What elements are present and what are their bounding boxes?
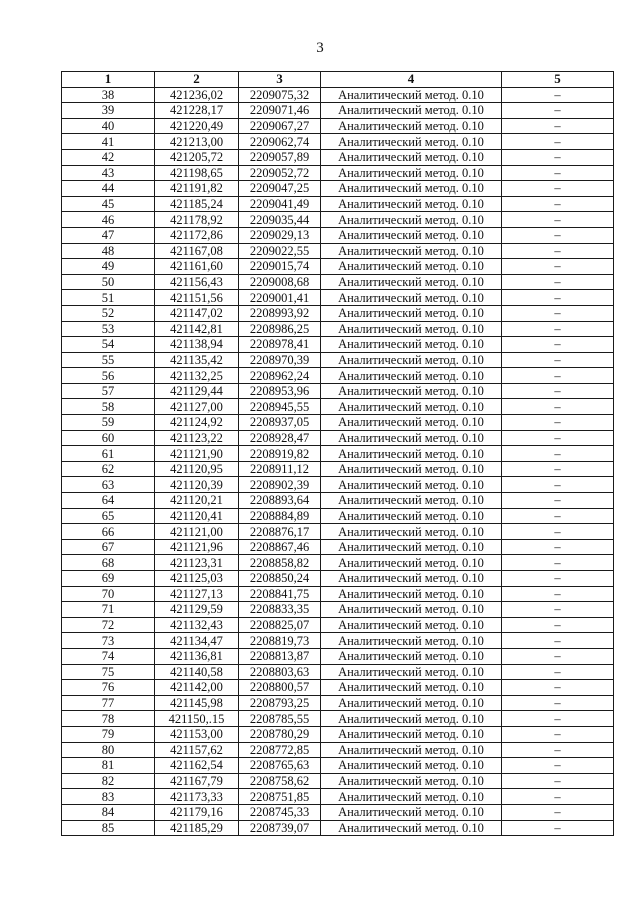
cell-y: 2208739,07 xyxy=(239,820,321,836)
table-row xyxy=(62,368,614,384)
cell-point-number: 47 xyxy=(62,227,155,243)
cell-x: 421142,81 xyxy=(155,321,239,337)
table-row xyxy=(62,321,614,337)
cell-method: Аналитический метод. 0.10 xyxy=(321,633,502,649)
table-row xyxy=(62,477,614,493)
cell-description: – xyxy=(502,415,614,431)
cell-point-number: 73 xyxy=(62,633,155,649)
cell-description: – xyxy=(502,493,614,509)
cell-y: 2208993,92 xyxy=(239,305,321,321)
cell-method: Аналитический метод. 0.10 xyxy=(321,274,502,290)
cell-x: 421136,81 xyxy=(155,648,239,664)
cell-y: 2208902,39 xyxy=(239,477,321,493)
cell-point-number: 80 xyxy=(62,742,155,758)
cell-description: – xyxy=(502,383,614,399)
table-row xyxy=(62,539,614,555)
table-row xyxy=(62,383,614,399)
table-row xyxy=(62,352,614,368)
cell-x: 421236,02 xyxy=(155,87,239,103)
cell-point-number: 41 xyxy=(62,134,155,150)
cell-y: 2208945,55 xyxy=(239,399,321,415)
table-row xyxy=(62,742,614,758)
cell-y: 2208867,46 xyxy=(239,539,321,555)
cell-point-number: 55 xyxy=(62,352,155,368)
table-row xyxy=(62,399,614,415)
cell-x: 421167,08 xyxy=(155,243,239,259)
cell-description: – xyxy=(502,243,614,259)
cell-method: Аналитический метод. 0.10 xyxy=(321,352,502,368)
cell-x: 421120,95 xyxy=(155,461,239,477)
table-row xyxy=(62,820,614,836)
cell-description: – xyxy=(502,368,614,384)
cell-y: 2208825,07 xyxy=(239,617,321,633)
cell-point-number: 70 xyxy=(62,586,155,602)
table-row xyxy=(62,337,614,353)
header-row xyxy=(62,72,614,88)
cell-point-number: 71 xyxy=(62,602,155,618)
cell-y: 2208970,39 xyxy=(239,352,321,368)
table-row xyxy=(62,586,614,602)
header-cell-x: 2 xyxy=(155,72,239,88)
cell-description: – xyxy=(502,227,614,243)
cell-point-number: 85 xyxy=(62,820,155,836)
cell-x: 421167,79 xyxy=(155,773,239,789)
cell-description: – xyxy=(502,804,614,820)
cell-method: Аналитический метод. 0.10 xyxy=(321,259,502,275)
cell-y: 2208765,63 xyxy=(239,758,321,774)
cell-method: Аналитический метод. 0.10 xyxy=(321,149,502,165)
cell-point-number: 45 xyxy=(62,196,155,212)
cell-y: 2209052,72 xyxy=(239,165,321,181)
header-cell-y: 3 xyxy=(239,72,321,88)
table-row xyxy=(62,789,614,805)
cell-y: 2208793,25 xyxy=(239,695,321,711)
cell-x: 421132,25 xyxy=(155,368,239,384)
cell-y: 2208785,55 xyxy=(239,711,321,727)
cell-description: – xyxy=(502,633,614,649)
cell-point-number: 44 xyxy=(62,181,155,197)
table-row xyxy=(62,274,614,290)
cell-y: 2208833,35 xyxy=(239,602,321,618)
cell-x: 421147,02 xyxy=(155,305,239,321)
cell-method: Аналитический метод. 0.10 xyxy=(321,726,502,742)
cell-point-number: 58 xyxy=(62,399,155,415)
cell-method: Аналитический метод. 0.10 xyxy=(321,118,502,134)
cell-y: 2209022,55 xyxy=(239,243,321,259)
cell-method: Аналитический метод. 0.10 xyxy=(321,134,502,150)
cell-point-number: 48 xyxy=(62,243,155,259)
table-row xyxy=(62,196,614,212)
cell-y: 2209057,89 xyxy=(239,149,321,165)
cell-description: – xyxy=(502,430,614,446)
cell-x: 421129,44 xyxy=(155,383,239,399)
cell-description: – xyxy=(502,820,614,836)
cell-y: 2209067,27 xyxy=(239,118,321,134)
cell-x: 421178,92 xyxy=(155,212,239,228)
cell-description: – xyxy=(502,321,614,337)
table-row xyxy=(62,305,614,321)
cell-method: Аналитический метод. 0.10 xyxy=(321,165,502,181)
cell-description: – xyxy=(502,352,614,368)
cell-point-number: 63 xyxy=(62,477,155,493)
cell-y: 2208893,64 xyxy=(239,493,321,509)
cell-y: 2208937,05 xyxy=(239,415,321,431)
cell-method: Аналитический метод. 0.10 xyxy=(321,711,502,727)
cell-description: – xyxy=(502,118,614,134)
cell-x: 421156,43 xyxy=(155,274,239,290)
cell-description: – xyxy=(502,555,614,571)
cell-point-number: 82 xyxy=(62,773,155,789)
cell-x: 421123,22 xyxy=(155,430,239,446)
cell-method: Аналитический метод. 0.10 xyxy=(321,227,502,243)
table-row xyxy=(62,680,614,696)
cell-description: – xyxy=(502,103,614,119)
cell-point-number: 65 xyxy=(62,508,155,524)
cell-x: 421198,65 xyxy=(155,165,239,181)
cell-method: Аналитический метод. 0.10 xyxy=(321,648,502,664)
cell-description: – xyxy=(502,212,614,228)
table-row xyxy=(62,617,614,633)
cell-point-number: 62 xyxy=(62,461,155,477)
cell-description: – xyxy=(502,695,614,711)
table-row xyxy=(62,446,614,462)
table-row xyxy=(62,711,614,727)
header-cell-point-number: 1 xyxy=(62,72,155,88)
cell-x: 421205,72 xyxy=(155,149,239,165)
cell-method: Аналитический метод. 0.10 xyxy=(321,586,502,602)
table-row xyxy=(62,758,614,774)
cell-y: 2208962,24 xyxy=(239,368,321,384)
cell-point-number: 78 xyxy=(62,711,155,727)
cell-x: 421120,21 xyxy=(155,493,239,509)
page-number: 3 xyxy=(316,40,324,56)
cell-y: 2208858,82 xyxy=(239,555,321,571)
cell-description: – xyxy=(502,789,614,805)
cell-y: 2209029,13 xyxy=(239,227,321,243)
cell-method: Аналитический метод. 0.10 xyxy=(321,773,502,789)
table-row xyxy=(62,571,614,587)
cell-y: 2208876,17 xyxy=(239,524,321,540)
cell-point-number: 49 xyxy=(62,259,155,275)
table-row xyxy=(62,415,614,431)
cell-method: Аналитический метод. 0.10 xyxy=(321,524,502,540)
cell-method: Аналитический метод. 0.10 xyxy=(321,181,502,197)
cell-x: 421162,54 xyxy=(155,758,239,774)
cell-x: 421157,62 xyxy=(155,742,239,758)
table-row xyxy=(62,664,614,680)
table-row xyxy=(62,149,614,165)
cell-point-number: 81 xyxy=(62,758,155,774)
cell-point-number: 56 xyxy=(62,368,155,384)
cell-x: 421129,59 xyxy=(155,602,239,618)
table-row xyxy=(62,290,614,306)
cell-x: 421140,58 xyxy=(155,664,239,680)
cell-description: – xyxy=(502,680,614,696)
cell-y: 2208803,63 xyxy=(239,664,321,680)
table-row xyxy=(62,87,614,103)
cell-point-number: 77 xyxy=(62,695,155,711)
cell-y: 2208751,85 xyxy=(239,789,321,805)
cell-point-number: 43 xyxy=(62,165,155,181)
cell-method: Аналитический метод. 0.10 xyxy=(321,820,502,836)
cell-y: 2209035,44 xyxy=(239,212,321,228)
table-row xyxy=(62,212,614,228)
cell-point-number: 60 xyxy=(62,430,155,446)
cell-x: 421191,82 xyxy=(155,181,239,197)
table-row xyxy=(62,524,614,540)
table-row xyxy=(62,227,614,243)
table-row xyxy=(62,555,614,571)
table-row xyxy=(62,602,614,618)
cell-y: 2208745,33 xyxy=(239,804,321,820)
cell-method: Аналитический метод. 0.10 xyxy=(321,539,502,555)
table-row xyxy=(62,633,614,649)
cell-description: – xyxy=(502,617,614,633)
cell-method: Аналитический метод. 0.10 xyxy=(321,446,502,462)
cell-x: 421228,17 xyxy=(155,103,239,119)
table-row xyxy=(62,103,614,119)
cell-point-number: 61 xyxy=(62,446,155,462)
cell-method: Аналитический метод. 0.10 xyxy=(321,571,502,587)
cell-x: 421142,00 xyxy=(155,680,239,696)
cell-method: Аналитический метод. 0.10 xyxy=(321,617,502,633)
cell-description: – xyxy=(502,87,614,103)
cell-y: 2208800,57 xyxy=(239,680,321,696)
table-header xyxy=(62,72,614,88)
table-row xyxy=(62,118,614,134)
cell-x: 421173,33 xyxy=(155,789,239,805)
cell-point-number: 64 xyxy=(62,493,155,509)
cell-x: 421124,92 xyxy=(155,415,239,431)
cell-method: Аналитический метод. 0.10 xyxy=(321,415,502,431)
cell-method: Аналитический метод. 0.10 xyxy=(321,680,502,696)
cell-method: Аналитический метод. 0.10 xyxy=(321,602,502,618)
cell-description: – xyxy=(502,664,614,680)
cell-point-number: 66 xyxy=(62,524,155,540)
cell-y: 2209047,25 xyxy=(239,181,321,197)
cell-description: – xyxy=(502,571,614,587)
cell-point-number: 39 xyxy=(62,103,155,119)
cell-method: Аналитический метод. 0.10 xyxy=(321,290,502,306)
cell-method: Аналитический метод. 0.10 xyxy=(321,196,502,212)
cell-method: Аналитический метод. 0.10 xyxy=(321,477,502,493)
cell-y: 2209015,74 xyxy=(239,259,321,275)
cell-y: 2208928,47 xyxy=(239,430,321,446)
table-body xyxy=(62,87,614,836)
table-row xyxy=(62,165,614,181)
cell-x: 421120,39 xyxy=(155,477,239,493)
cell-x: 421125,03 xyxy=(155,571,239,587)
cell-description: – xyxy=(502,461,614,477)
cell-method: Аналитический метод. 0.10 xyxy=(321,695,502,711)
cell-x: 421150,.15 xyxy=(155,711,239,727)
cell-x: 421127,13 xyxy=(155,586,239,602)
cell-point-number: 76 xyxy=(62,680,155,696)
cell-description: – xyxy=(502,508,614,524)
header-cell-method: 4 xyxy=(321,72,502,88)
cell-point-number: 42 xyxy=(62,149,155,165)
cell-point-number: 75 xyxy=(62,664,155,680)
table-row xyxy=(62,430,614,446)
cell-y: 2209062,74 xyxy=(239,134,321,150)
cell-method: Аналитический метод. 0.10 xyxy=(321,305,502,321)
cell-x: 421123,31 xyxy=(155,555,239,571)
cell-point-number: 83 xyxy=(62,789,155,805)
cell-method: Аналитический метод. 0.10 xyxy=(321,430,502,446)
cell-point-number: 67 xyxy=(62,539,155,555)
cell-x: 421121,00 xyxy=(155,524,239,540)
cell-description: – xyxy=(502,602,614,618)
table-row xyxy=(62,134,614,150)
cell-method: Аналитический метод. 0.10 xyxy=(321,368,502,384)
cell-x: 421172,86 xyxy=(155,227,239,243)
cell-y: 2208758,62 xyxy=(239,773,321,789)
cell-x: 421185,29 xyxy=(155,820,239,836)
cell-method: Аналитический метод. 0.10 xyxy=(321,212,502,228)
table-row xyxy=(62,493,614,509)
cell-method: Аналитический метод. 0.10 xyxy=(321,555,502,571)
cell-x: 421132,43 xyxy=(155,617,239,633)
cell-point-number: 84 xyxy=(62,804,155,820)
cell-y: 2208919,82 xyxy=(239,446,321,462)
cell-method: Аналитический метод. 0.10 xyxy=(321,508,502,524)
cell-y: 2209041,49 xyxy=(239,196,321,212)
table-row xyxy=(62,648,614,664)
cell-x: 421135,42 xyxy=(155,352,239,368)
header-cell-description: 5 xyxy=(502,72,614,88)
cell-description: – xyxy=(502,758,614,774)
cell-y: 2208911,12 xyxy=(239,461,321,477)
table-row xyxy=(62,243,614,259)
cell-description: – xyxy=(502,165,614,181)
cell-point-number: 51 xyxy=(62,290,155,306)
cell-x: 421120,41 xyxy=(155,508,239,524)
table-row xyxy=(62,181,614,197)
cell-description: – xyxy=(502,305,614,321)
cell-y: 2208884,89 xyxy=(239,508,321,524)
cell-y: 2209075,32 xyxy=(239,87,321,103)
cell-description: – xyxy=(502,446,614,462)
cell-y: 2208772,85 xyxy=(239,742,321,758)
cell-method: Аналитический метод. 0.10 xyxy=(321,337,502,353)
cell-description: – xyxy=(502,196,614,212)
cell-x: 421220,49 xyxy=(155,118,239,134)
cell-method: Аналитический метод. 0.10 xyxy=(321,664,502,680)
cell-method: Аналитический метод. 0.10 xyxy=(321,103,502,119)
table-row xyxy=(62,726,614,742)
cell-method: Аналитический метод. 0.10 xyxy=(321,758,502,774)
table-row xyxy=(62,259,614,275)
table-row xyxy=(62,695,614,711)
cell-x: 421213,00 xyxy=(155,134,239,150)
cell-point-number: 38 xyxy=(62,87,155,103)
cell-method: Аналитический метод. 0.10 xyxy=(321,742,502,758)
cell-y: 2208819,73 xyxy=(239,633,321,649)
table-row xyxy=(62,773,614,789)
cell-point-number: 72 xyxy=(62,617,155,633)
cell-description: – xyxy=(502,742,614,758)
cell-description: – xyxy=(502,726,614,742)
cell-y: 2208780,29 xyxy=(239,726,321,742)
table-row xyxy=(62,804,614,820)
cell-method: Аналитический метод. 0.10 xyxy=(321,87,502,103)
cell-description: – xyxy=(502,399,614,415)
cell-description: – xyxy=(502,149,614,165)
cell-y: 2208850,24 xyxy=(239,571,321,587)
cell-point-number: 69 xyxy=(62,571,155,587)
cell-point-number: 53 xyxy=(62,321,155,337)
cell-x: 421161,60 xyxy=(155,259,239,275)
table-row xyxy=(62,461,614,477)
cell-x: 421145,98 xyxy=(155,695,239,711)
cell-method: Аналитический метод. 0.10 xyxy=(321,789,502,805)
cell-description: – xyxy=(502,134,614,150)
coordinates-table xyxy=(61,71,614,836)
cell-method: Аналитический метод. 0.10 xyxy=(321,243,502,259)
cell-y: 2208978,41 xyxy=(239,337,321,353)
cell-y: 2209001,41 xyxy=(239,290,321,306)
cell-description: – xyxy=(502,337,614,353)
cell-description: – xyxy=(502,711,614,727)
cell-x: 421185,24 xyxy=(155,196,239,212)
cell-description: – xyxy=(502,586,614,602)
cell-method: Аналитический метод. 0.10 xyxy=(321,461,502,477)
cell-y: 2209071,46 xyxy=(239,103,321,119)
cell-point-number: 57 xyxy=(62,383,155,399)
cell-point-number: 40 xyxy=(62,118,155,134)
cell-x: 421151,56 xyxy=(155,290,239,306)
cell-point-number: 54 xyxy=(62,337,155,353)
cell-x: 421121,90 xyxy=(155,446,239,462)
cell-y: 2208953,96 xyxy=(239,383,321,399)
cell-method: Аналитический метод. 0.10 xyxy=(321,493,502,509)
cell-description: – xyxy=(502,773,614,789)
table-row xyxy=(62,508,614,524)
cell-description: – xyxy=(502,524,614,540)
cell-y: 2208841,75 xyxy=(239,586,321,602)
cell-point-number: 68 xyxy=(62,555,155,571)
cell-y: 2208986,25 xyxy=(239,321,321,337)
cell-point-number: 46 xyxy=(62,212,155,228)
cell-point-number: 52 xyxy=(62,305,155,321)
cell-point-number: 79 xyxy=(62,726,155,742)
cell-description: – xyxy=(502,648,614,664)
cell-method: Аналитический метод. 0.10 xyxy=(321,383,502,399)
cell-description: – xyxy=(502,290,614,306)
cell-x: 421138,94 xyxy=(155,337,239,353)
cell-description: – xyxy=(502,477,614,493)
cell-method: Аналитический метод. 0.10 xyxy=(321,321,502,337)
cell-x: 421179,16 xyxy=(155,804,239,820)
cell-x: 421134,47 xyxy=(155,633,239,649)
cell-description: – xyxy=(502,274,614,290)
cell-x: 421127,00 xyxy=(155,399,239,415)
cell-description: – xyxy=(502,539,614,555)
cell-point-number: 59 xyxy=(62,415,155,431)
cell-description: – xyxy=(502,259,614,275)
cell-method: Аналитический метод. 0.10 xyxy=(321,804,502,820)
cell-point-number: 50 xyxy=(62,274,155,290)
cell-x: 421153,00 xyxy=(155,726,239,742)
cell-y: 2209008,68 xyxy=(239,274,321,290)
cell-description: – xyxy=(502,181,614,197)
cell-method: Аналитический метод. 0.10 xyxy=(321,399,502,415)
cell-x: 421121,96 xyxy=(155,539,239,555)
cell-point-number: 74 xyxy=(62,648,155,664)
cell-y: 2208813,87 xyxy=(239,648,321,664)
